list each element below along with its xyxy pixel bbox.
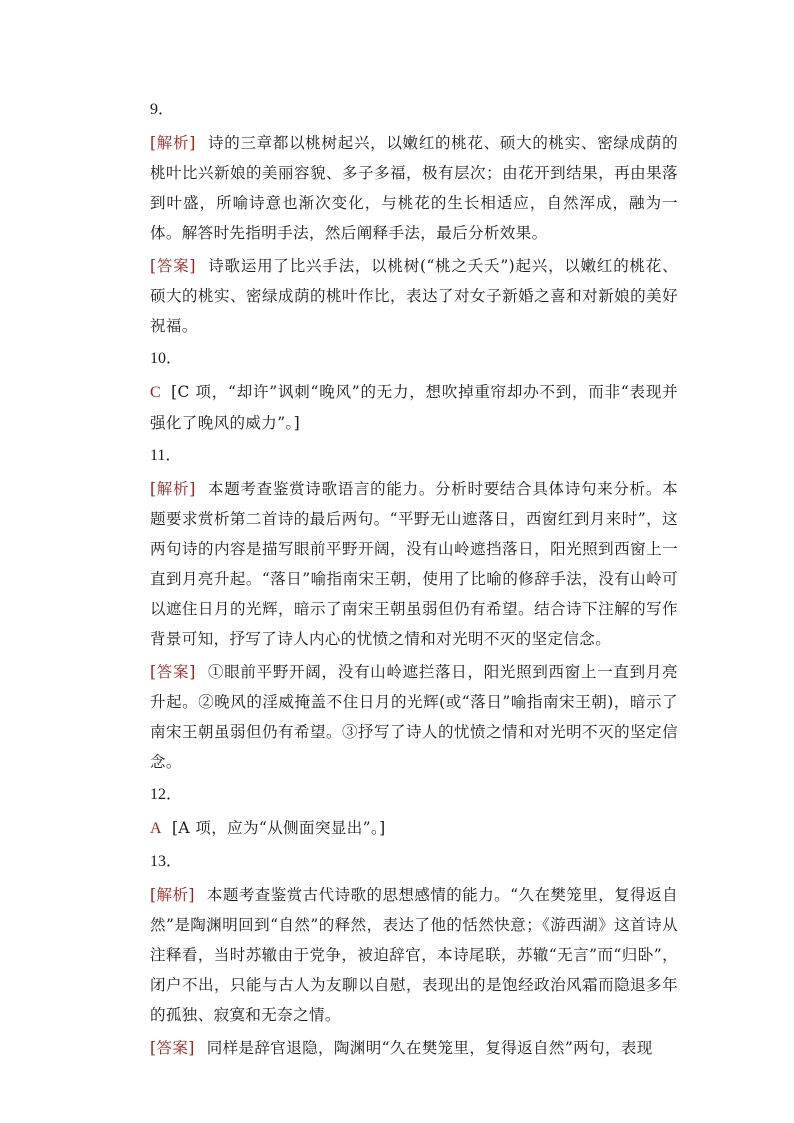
document-page: [150, 92, 678, 1066]
choice-letter: A: [150, 820, 162, 837]
choice-letter: C: [150, 384, 162, 401]
analysis-text: 本题考查鉴赏古代诗歌的思想感情的能力。“久在樊笼里，复得返自然”是陶渊明回到“自然”的释然，表达了他的恬然快意；《游西湖》这首诗从注释看，当时苏辙由于党争，被迫辞官，本诗尾联，苏辙“无言”而“归卧”，闭户不出，只能与古人为友聊以自慰，表现出的是饱经政治风霜而隐退多年的孤独、寂寞和无奈之情。: [150, 886, 678, 1024]
answer-tag: [答案]: [150, 1039, 195, 1057]
answer-tag: [答案]: [150, 663, 196, 681]
question-number: 13．: [150, 853, 183, 870]
analysis-paragraph: [150, 474, 678, 654]
analysis-text: 本题考查鉴赏诗歌语言的能力。分析时要结合具体诗句来分析。本题要求赏析第二首诗的最后两句。“平野无山遮落日，西窗红到月来时”，这两句诗的内容是描写眼前平野开阔，没有山岭遮挡落日，阳光照到西窗上一直到月亮升起。“落日”喻指南宋王朝，使用了比喻的修辞手法，没有山岭可以遮住日月的光辉，暗示了南宋王朝虽弱但仍有希望。结合诗下注解的写作背景可知，抒写了诗人内心的忧愤之情和对光明不灭的坚定信念。: [150, 480, 678, 648]
choice-note: [A 项，应为“从侧面突显出”。]: [171, 819, 386, 837]
analysis-paragraph: [150, 128, 678, 248]
answer-text: ①眼前平野开阔，没有山岭遮拦落日，阳光照到西窗上一直到月亮升起。②晚风的淫威掩盖不住日月的光辉(或“落日”喻指南宋王朝)，暗示了南宋王朝虽弱但仍有希望。③抒写了诗人的忧愤之情和对光明不灭的坚定信念。: [150, 663, 678, 771]
analysis-tag: [解析]: [150, 886, 195, 904]
answer-text: 诗歌运用了比兴手法，以桃树(“桃之夭夭”)起兴，以嫩红的桃花、硕大的桃实、密绿成荫的桃叶作比，表达了对女子新婚之喜和对新娘的美好祝福。: [150, 257, 678, 335]
choice-note: [C 项，“却许”讽刺“晚风”的无力，想吹掉重帘却办不到，而非“表现并强化了晚风的威力”。]: [150, 383, 678, 432]
analysis-tag: [解析]: [150, 480, 196, 498]
answer-text: 同样是辞官退隐，陶渊明“久在樊笼里，复得返自然”两句，表现: [206, 1039, 653, 1057]
question-number: 9．: [150, 101, 175, 118]
choice-paragraph: [150, 813, 678, 844]
question-number: 10．: [150, 350, 183, 367]
answer-tag: [答案]: [150, 257, 196, 275]
answer-paragraph: [150, 1033, 678, 1063]
question-number: 11．: [150, 447, 182, 464]
answer-paragraph: [150, 251, 678, 341]
analysis-tag: [解析]: [150, 134, 196, 152]
analysis-text: 诗的三章都以桃树起兴，以嫩红的桃花、硕大的桃实、密绿成荫的桃叶比兴新娘的美丽容貌、多子多福，极有层次；由花开到结果，再由果落到叶盛，所喻诗意也渐次变化，与桃花的生长相适应，自然浑成，融为一体。解答时先指明手法，然后阐释手法，最后分析效果。: [150, 134, 678, 242]
answer-paragraph: [150, 657, 678, 777]
question-number: 12．: [150, 786, 183, 803]
analysis-paragraph: [150, 880, 678, 1030]
choice-paragraph: [150, 377, 678, 438]
